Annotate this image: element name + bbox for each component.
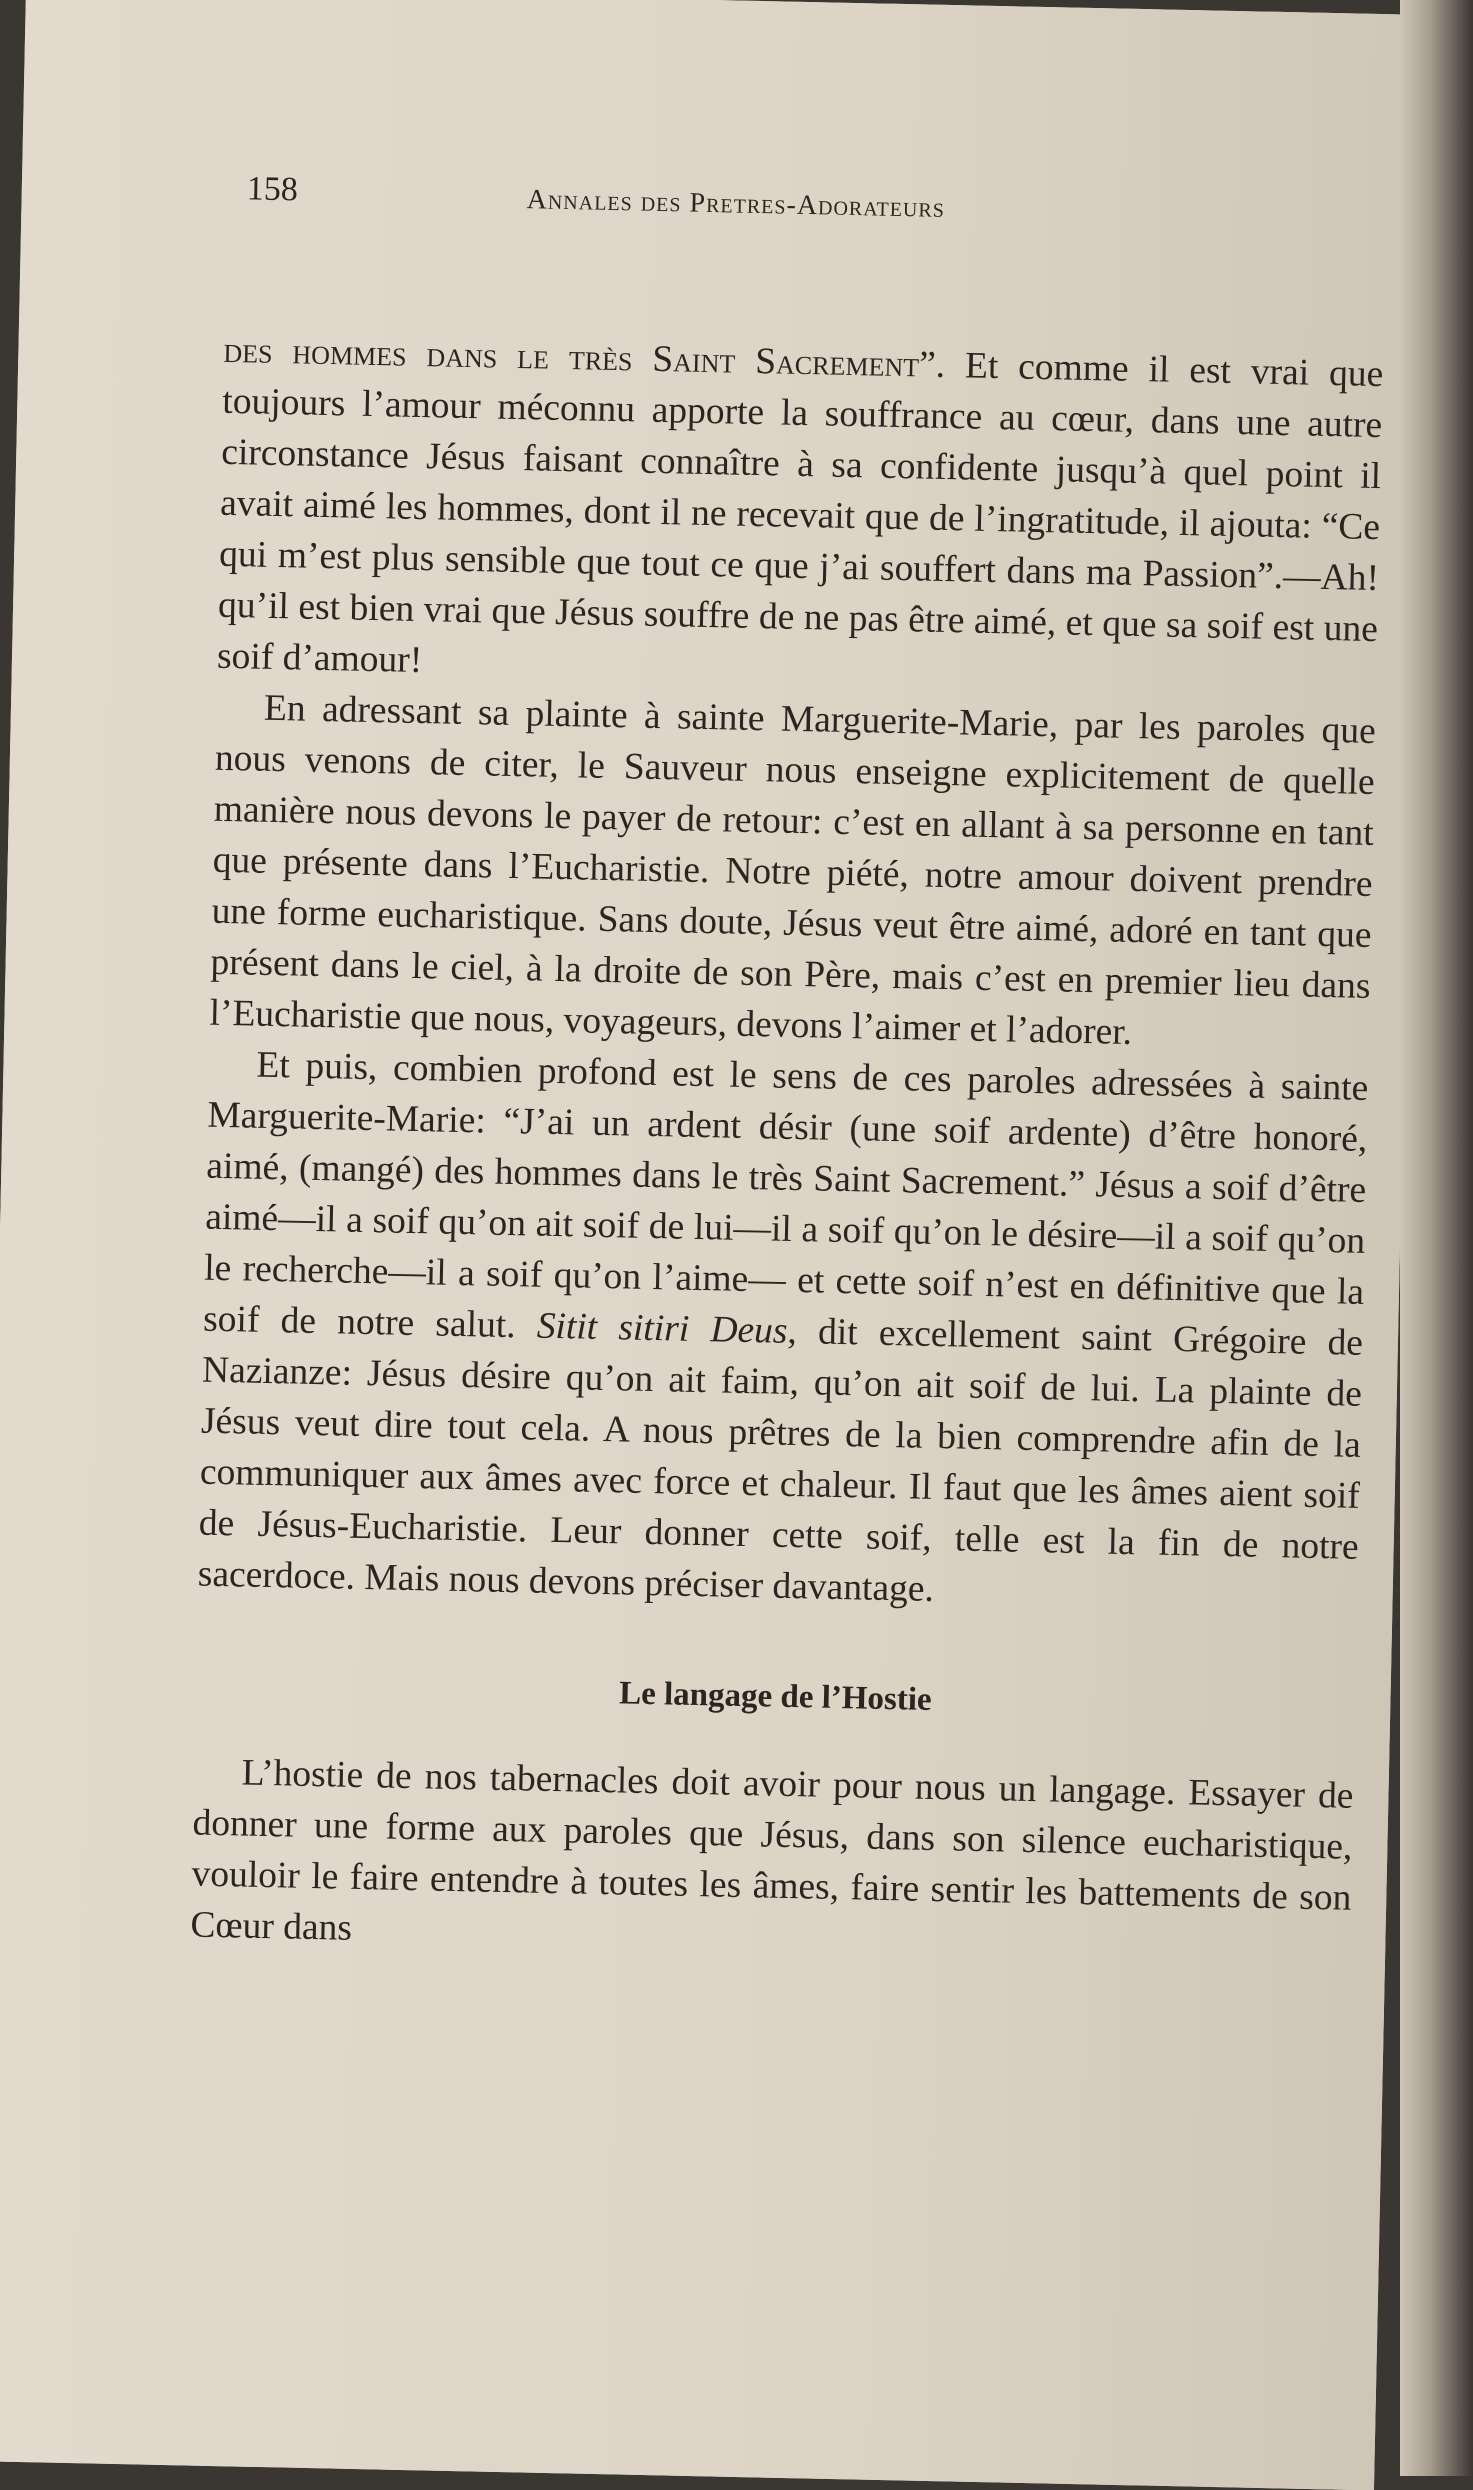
latin-quote: Sitit sitiri Deus (536, 1305, 788, 1352)
page-number: 158 (246, 170, 299, 209)
section-paragraph: L’hostie de nos tabernacles doit avoir pour nous un langage. Essayer de donner une forme aux paroles que Jésus, dans son silence eucharistique, vouloir le faire entendre à toutes les âmes, faire sentir les battements de son Cœur dans (190, 1752, 1354, 1949)
small-caps-lead: des hommes dans le très Saint Sacrement”. (223, 329, 946, 386)
section-heading: Le langage de l’Hostie (618, 1675, 933, 1718)
running-title: Annales des Pretres-Adorateurs (526, 184, 946, 224)
paragraph-1 (217, 325, 1384, 706)
paragraph-text: , dit excellement saint Grégoire de Nazianze: Jésus désire qu’on ait faim, qu’on ait soif de lui. La plainte de Jésus veut dire tout cela. A nous prêtres de la bien comprendre afin de la communiquer aux âmes avec force et chaleur. Il faut que les âmes aient soif de Jésus-Eucharistie. Leur donner cette soif, telle est la fin de notre sacerdoce. Mais nous devons préciser davantage. (197, 1310, 1364, 1610)
paragraph-text: Et comme il est vrai que toujours l’amour méconnu apporte la souffrance au cœur, dans une autre circonstance Jésus faisant connaître à sa confidente jusqu’à quel point il avait aimé les hommes, dont il ne recevait que de l’ingratitude, il ajouta: “Ce qui m’est plus sensible que tout ce que j’ai souffert dans ma Passion”.—Ah! qu’il est bien vrai que Jésus souffre de ne pas être aimé, et que sa soif est une soif d’amour! (216, 344, 1384, 682)
paragraph-2: En adressant sa plainte à sainte Marguerite-Marie, par les paroles que nous venons de citer, le Sauveur nous enseigne explicitement de quelle manière nous devons le payer de retour: c’est en allant à sa personne en tant que présente dans l’Eucharistie. Notre piété, notre amour doivent prendre une forme eucharistique. Sans doute, Jésus veut être aimé, adoré en tant que présent dans le ciel, à la droite de son Père, mais c’est en premier lieu dans l’Eucharistie que nous, voyageurs, devons l’aimer et l’adorer. (209, 687, 1377, 1053)
body-text (190, 325, 1384, 1975)
paragraph-3 (197, 1039, 1368, 1624)
paragraph-text: Et puis, combien profond est le sens de ces paroles adressées à sainte Marguerite-Marie: “J’ai un ardent désir (une soif ardente) d’être honoré, aimé, (mangé) des hommes dans le très Saint Sacrement.” Jésus a soif d’être aimé—il a soif qu’on ait soif de lui—il a soif qu’on le désire—il a soif qu’on le recherche—il a soif qu’on l’aime— et cette soif n’est en définitive que la soif de notre salut. (202, 1044, 1369, 1347)
page-header (246, 170, 1107, 248)
page-edge-shadow (1400, 0, 1473, 2476)
